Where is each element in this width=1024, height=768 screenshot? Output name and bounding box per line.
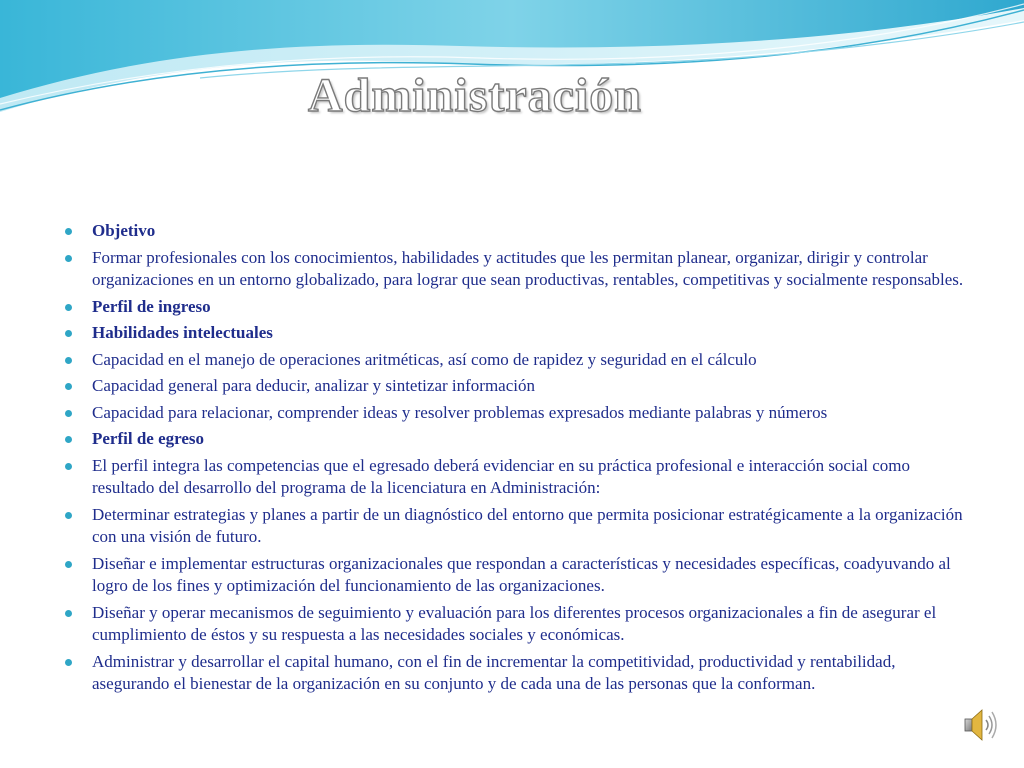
bullet-text: Administrar y desarrollar el capital humano, con el fin de incrementar la competitividad, productividad y rentabilidad, asegurando el bienestar de la organización en su conjunto y de cada una de las personas que la conforman. <box>92 651 896 693</box>
speaker-icon[interactable] <box>962 706 998 744</box>
bullet-dot-icon <box>65 357 72 364</box>
bullet-text: Diseñar y operar mecanismos de seguimiento y evaluación para los diferentes procesos organizacionales a fin de asegurar el cumplimiento de éstos y su respuesta a las necesidades sociales y económicas. <box>92 602 937 644</box>
bullet-dot-icon <box>65 255 72 262</box>
bullet-dot-icon <box>65 228 72 235</box>
bullet-dot-icon <box>65 410 72 417</box>
bullet-item <box>62 220 967 243</box>
bullet-text: Determinar estrategias y planes a partir de un diagnóstico del entorno que permita posicionar estratégicamente a la organización con una visión de futuro. <box>92 504 963 546</box>
bullet-text: Objetivo <box>92 221 156 240</box>
bullet-item <box>62 553 967 598</box>
content-bullet-list <box>62 220 967 700</box>
bullet-dot-icon <box>65 330 72 337</box>
bullet-dot-icon <box>65 304 72 311</box>
bullet-text: El perfil integra las competencias que el egresado deberá evidenciar en su práctica profesional e interacción social como resultado del desarrollo del programa de la licenciatura en Administración: <box>92 455 910 497</box>
bullet-text: Capacidad general para deducir, analizar y sintetizar información <box>92 376 535 395</box>
page-title: Administración <box>307 69 642 122</box>
bullet-dot-icon <box>65 512 72 519</box>
bullet-text: Diseñar e implementar estructuras organizacionales que respondan a características y necesidades específicas, coadyuvando al logro de los fines y optimización del funcionamiento de las organizaciones. <box>92 553 951 595</box>
bullet-item <box>62 375 967 398</box>
bullet-text: Capacidad en el manejo de operaciones aritméticas, así como de rapidez y seguridad en el cálculo <box>92 349 757 369</box>
bullet-text: Capacidad para relacionar, comprender ideas y resolver problemas expresados mediante palabras y números <box>92 402 828 422</box>
bullet-item <box>62 455 967 500</box>
bullet-item <box>62 651 967 696</box>
bullet-dot-icon <box>65 463 72 470</box>
bullet-item <box>62 322 967 345</box>
bullet-item <box>62 428 967 451</box>
bullet-item <box>62 296 967 319</box>
bullet-text: Perfil de ingreso <box>92 296 211 316</box>
bullet-dot-icon <box>65 610 72 617</box>
bullet-dot-icon <box>65 436 72 443</box>
bullet-text: Perfil de egreso <box>92 429 205 448</box>
bullet-item <box>62 349 967 372</box>
bullet-dot-icon <box>65 659 72 666</box>
bullet-dot-icon <box>65 561 72 568</box>
bullet-item <box>62 504 967 549</box>
bullet-text: Habilidades intelectuales <box>92 323 273 342</box>
bullet-dot-icon <box>65 383 72 390</box>
bullet-item <box>62 602 967 647</box>
bullet-item <box>62 247 967 292</box>
bullet-text: Formar profesionales con los conocimientos, habilidades y actitudes que les permitan planear, organizar, dirigir y controlar organizaciones en un entorno globalizado, para lograr que sean productivas, rentables, competitivas y socialmente responsables. <box>92 247 964 289</box>
bullet-item <box>62 402 967 425</box>
